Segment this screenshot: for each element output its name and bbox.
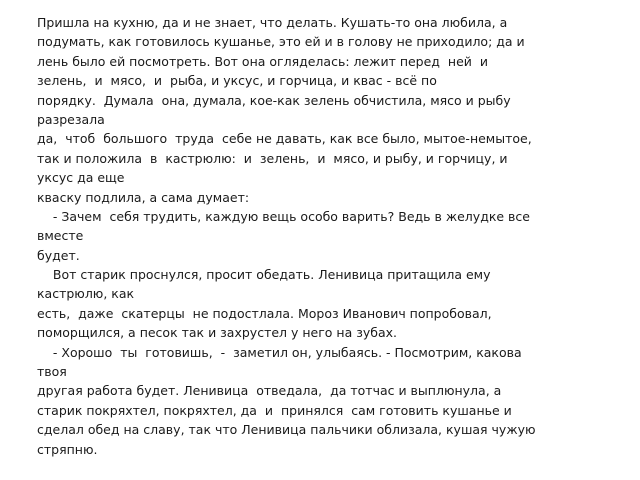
text-line: кваску подлила, а сама думает: [37, 189, 250, 205]
text-line: разрезала [37, 111, 105, 127]
text-line: лень было ей посмотреть. Вот она огляделась: лежит перед ней и [37, 53, 488, 69]
text-line: будет. [37, 247, 80, 263]
text-line: стряпню. [37, 441, 98, 457]
text-line: твоя [37, 364, 67, 380]
text-line: есть, даже скатерцы не подостлала. Мороз Иванович попробовал, [37, 305, 492, 321]
text-line: зелень, и мясо, и рыба, и уксус, и горчица, и квас - всё по [37, 73, 437, 89]
text-line: порядку. Думала она, думала, кое-как зелень обчистила, мясо и рыбу [37, 92, 511, 108]
text-line: старик покряхтел, покряхтел, да и принялся сам готовить кушанье и [37, 402, 512, 418]
text-line: сделал обед на славу, так что Ленивица пальчики облизала, кушая чужую [37, 422, 536, 438]
text-line: так и положила в кастрюлю: и зелень, и мясо, и рыбу, и горчицу, и [37, 150, 508, 166]
text-line: вместе [37, 228, 84, 244]
text-line: другая работа будет. Ленивица отведала, да тотчас и выплюнула, а [37, 383, 502, 399]
text-line: Вот старик проснулся, просит обедать. Ленивица притащила ему [37, 267, 491, 283]
text-line: Пришла на кухню, да и не знает, что делать. Кушать-то она любила, а [37, 15, 508, 30]
text-line: подумать, как готовилось кушанье, это ей и в голову не приходило; да и [37, 34, 525, 50]
text-line: - Хорошо ты готовишь, - заметил он, улыбаясь. - Посмотрим, какова [37, 344, 522, 360]
text-line: уксус да еще [37, 170, 125, 186]
text-body [37, 13, 628, 459]
text-line: - Зачем себя трудить, каждую вещь особо варить? Ведь в желудке все [37, 208, 530, 224]
text-line: кастрюлю, как [37, 286, 135, 302]
text-line: да, чтоб большого труда себе не давать, как все было, мытое-немытое, [37, 131, 532, 147]
text-line: поморщился, а песок так и захрустел у него на зубах. [37, 325, 398, 341]
